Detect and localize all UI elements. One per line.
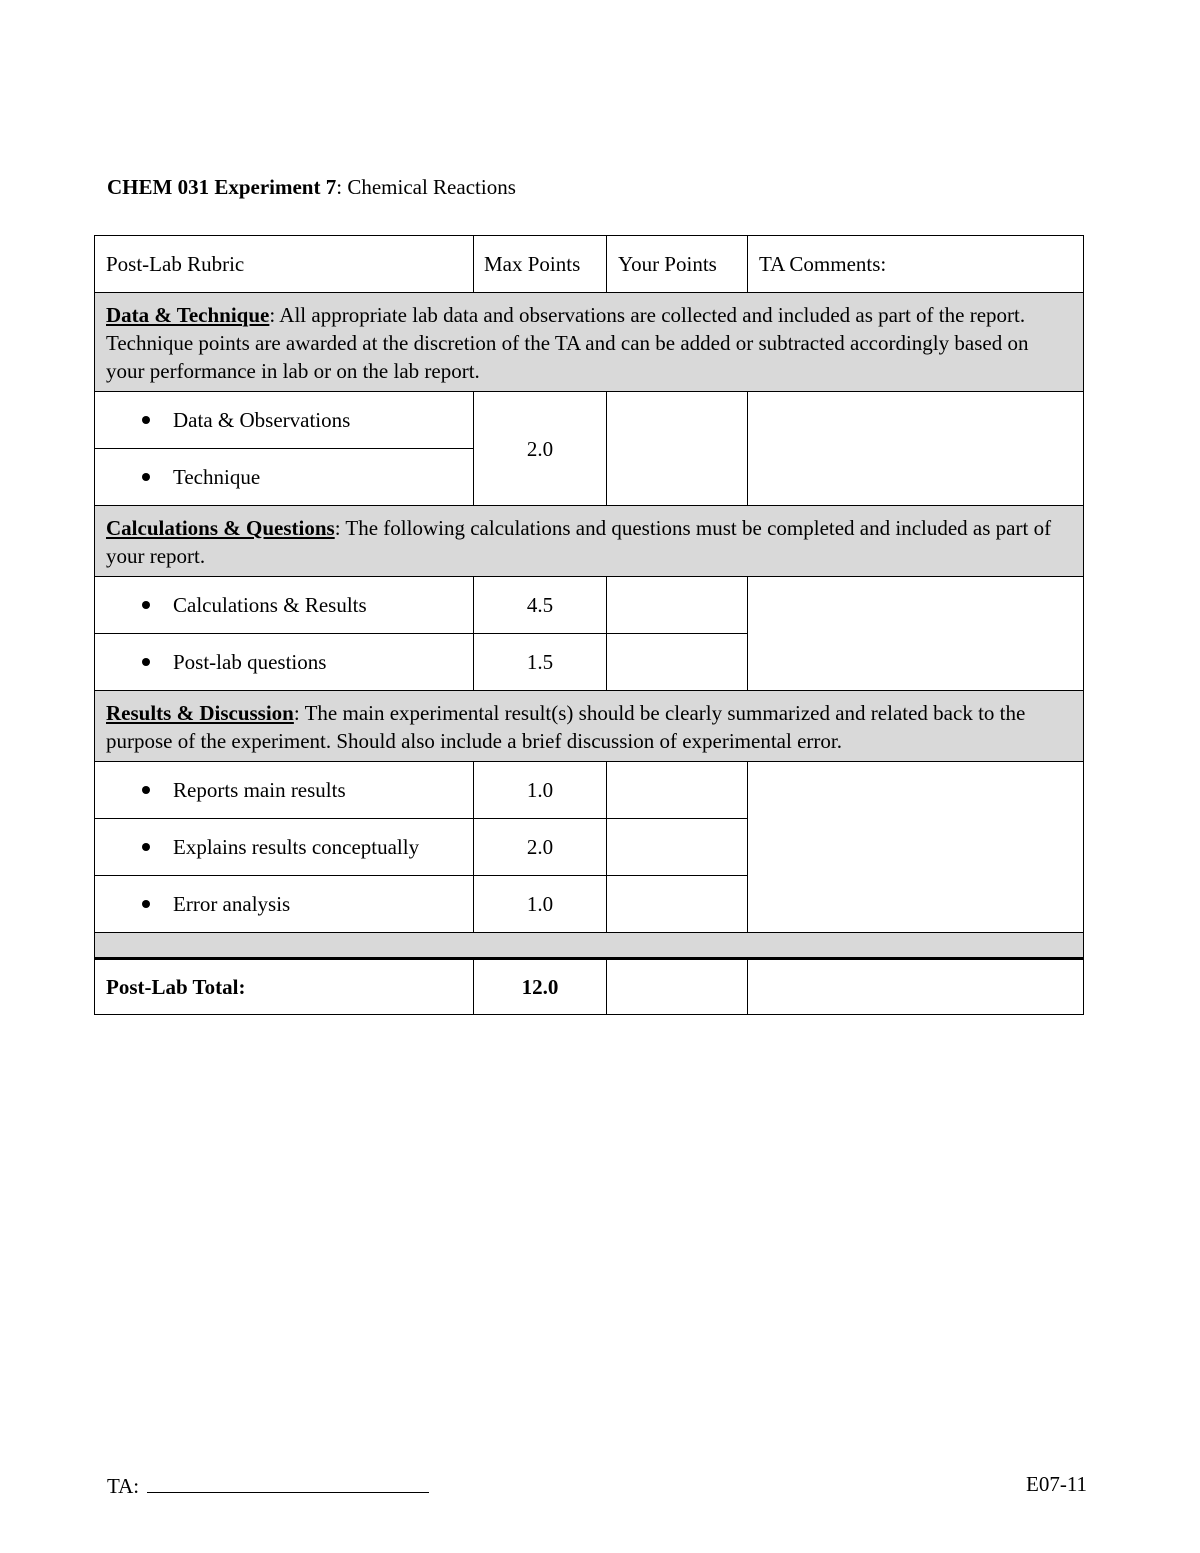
your-points-cell[interactable] [607, 876, 748, 933]
your-points-cell[interactable] [607, 392, 748, 506]
section-heading: Calculations & Questions [106, 516, 335, 540]
section-description: : All appropriate lab data and observations are collected and included as part of the report. Technique points are awarded at the discretion of the TA and can be added or subtracted accordingly based on your performance in lab or on the lab report. [106, 303, 1029, 383]
section-description-cell [95, 691, 1084, 762]
max-points-cell: 2.0 [474, 392, 607, 506]
rubric-item-label: Technique [173, 465, 261, 489]
rubric-item [95, 449, 474, 506]
spacer-cell [95, 933, 1084, 959]
bullet-icon [142, 601, 150, 609]
rubric-item [95, 819, 474, 876]
bullet-icon [142, 786, 150, 794]
section-row-calculations-questions [95, 506, 1084, 577]
bullet-icon [142, 900, 150, 908]
section-description-cell [95, 506, 1084, 577]
total-max-points: 12.0 [474, 959, 607, 1015]
ta-comments-cell[interactable] [748, 392, 1084, 506]
your-points-cell[interactable] [607, 577, 748, 634]
title-separator: : [336, 175, 348, 199]
bullet-icon [142, 658, 150, 666]
rubric-table [94, 235, 1084, 1015]
section-description: : The main experimental result(s) should be clearly summarized and related back to the purpose of the experiment. Should also include a brief discussion of experimental error. [106, 701, 1026, 753]
table-row [95, 392, 1084, 449]
total-ta-comments-cell[interactable] [748, 959, 1084, 1015]
rubric-item-label: Error analysis [173, 892, 291, 916]
your-points-cell[interactable] [607, 762, 748, 819]
ta-signature-line[interactable] [147, 1470, 429, 1493]
experiment-name: Chemical Reactions [347, 175, 516, 199]
table-header-row [95, 236, 1084, 293]
table-row [95, 577, 1084, 634]
bullet-icon [142, 473, 150, 481]
ta-signature-field [107, 1470, 429, 1500]
total-label: Post-Lab Total: [95, 959, 474, 1015]
section-description-cell [95, 293, 1084, 392]
page-number: E07-11 [1026, 1472, 1088, 1496]
rubric-item [95, 577, 474, 634]
max-points-cell: 1.0 [474, 876, 607, 933]
section-row-data-technique [95, 293, 1084, 392]
ta-label: TA: [107, 1474, 140, 1498]
rubric-item [95, 876, 474, 933]
section-description: : The following calculations and questions must be completed and included as part of your report. [106, 516, 1052, 568]
max-points-cell: 4.5 [474, 577, 607, 634]
section-row-results-discussion [95, 691, 1084, 762]
ta-comments-cell[interactable] [748, 762, 1084, 933]
bullet-icon [142, 843, 150, 851]
page-title [107, 173, 516, 201]
rubric-item-label: Post-lab questions [173, 650, 327, 674]
total-row [95, 959, 1084, 1015]
column-header-your-points: Your Points [607, 236, 748, 293]
table-row [95, 762, 1084, 819]
column-header-rubric: Post-Lab Rubric [95, 236, 474, 293]
rubric-item-label: Data & Observations [173, 408, 351, 432]
course-title: CHEM 031 Experiment 7 [107, 175, 337, 199]
max-points-cell: 1.0 [474, 762, 607, 819]
section-heading: Data & Technique [106, 303, 270, 327]
rubric-item [95, 762, 474, 819]
your-points-cell[interactable] [607, 819, 748, 876]
your-points-cell[interactable] [607, 634, 748, 691]
rubric-item-label: Calculations & Results [173, 593, 367, 617]
rubric-item-label: Reports main results [173, 778, 346, 802]
max-points-cell: 1.5 [474, 634, 607, 691]
rubric-item [95, 634, 474, 691]
spacer-row [95, 933, 1084, 959]
max-points-cell: 2.0 [474, 819, 607, 876]
rubric-item [95, 392, 474, 449]
rubric-item-label: Explains results conceptually [173, 835, 420, 859]
column-header-max-points: Max Points [474, 236, 607, 293]
section-heading: Results & Discussion [106, 701, 294, 725]
total-your-points-cell[interactable] [607, 959, 748, 1015]
ta-comments-cell[interactable] [748, 577, 1084, 691]
bullet-icon [142, 416, 150, 424]
column-header-ta-comments: TA Comments: [748, 236, 1084, 293]
